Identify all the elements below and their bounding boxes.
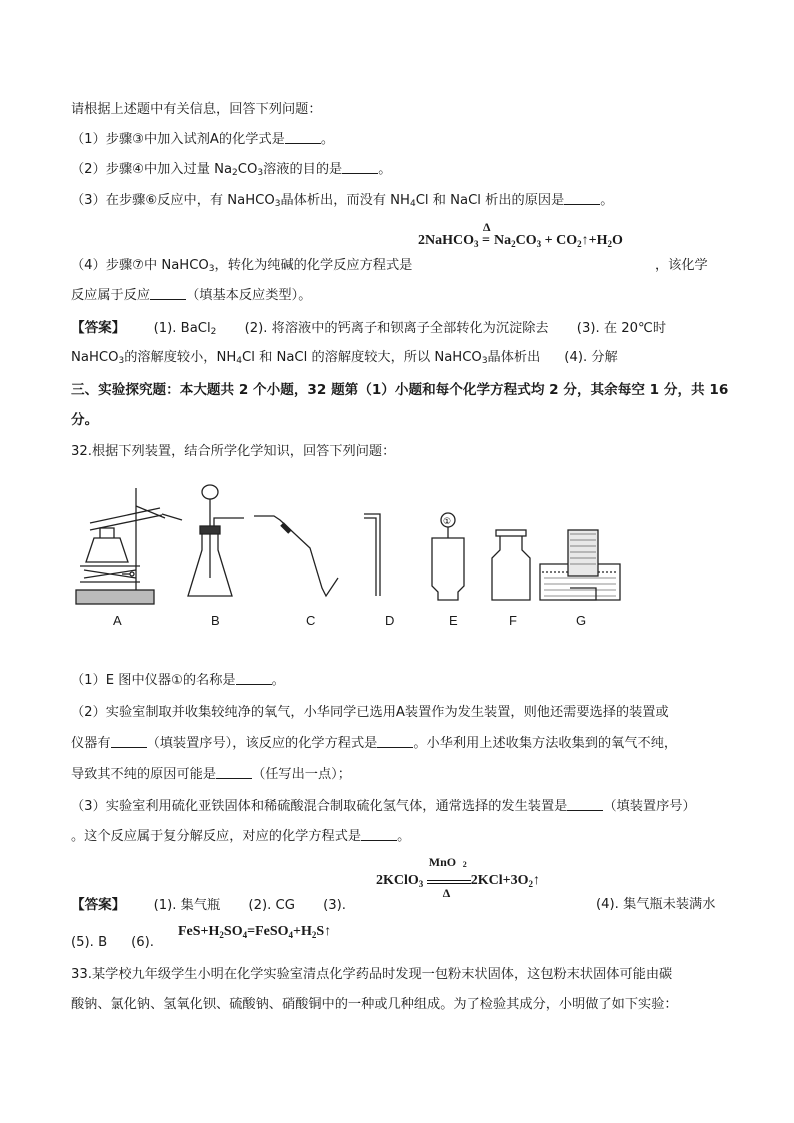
equation-fes: $FeS+H_2SO_4=FeSO_4+H_2S↑$ [178, 924, 332, 940]
q33-line2: 酸钠、氯化钠、氢氧化钡、硫酸钠、硝酸铜中的一种或几种组成。为了检验其成分，小明做了如下实验： [71, 997, 678, 1012]
answer-blank [377, 735, 413, 748]
section-heading: 三、实验探究题：本大题共 2 个小题，32 题第（1）小题和每个化学方程式均 2 分，其余每空 1 分，共 16 [71, 382, 729, 398]
q31-part2-mid: CO [237, 162, 258, 177]
q32-part2-line2: 仪器有 （填装置序号），该反应的化学方程式是 。小华利用上述收集方法收集到的氧气不纯， [71, 736, 678, 751]
q31-part1 [71, 131, 334, 149]
q31-part2-pre: （2）步骤④中加入过量 Na [71, 162, 233, 177]
q32-part3-line1: （3）实验室利用硫化亚铁固体和稀硫酸混合制取硫化氢气体，通常选择的发生装置是 （填装置序号） [71, 799, 696, 814]
answer-blank [342, 161, 378, 174]
label-a: A [113, 613, 122, 628]
q32-part3-line2: 。这个反应属于复分解反应，对应的化学方程式是 。 [71, 829, 411, 844]
answer-blank [150, 287, 186, 300]
q32-answer-line2: (5). B (6). [71, 935, 154, 950]
delta-symbol: Δ [483, 220, 491, 234]
q31-answer-line2: NaHCO$_3$的溶解度较小，$NH_4Cl$ 和 NaCl 的溶解度较大，所以 NaHCO$_3$晶体析出 (4). 分解 [71, 350, 618, 366]
q31-part4-mid: ，转化为纯碱的化学反应方程式是 [214, 258, 413, 273]
q31-part2-post: 溶液的目的是 [263, 162, 343, 177]
apparatus-g [540, 530, 620, 600]
answer-blank [111, 735, 147, 748]
q31-part4: （4）步骤⑦中 NaHCO$_3$，转化为纯碱的化学反应方程式是 [71, 258, 413, 274]
apparatus-c [254, 516, 338, 596]
q31-part3-end: 。 [600, 193, 614, 208]
equation-nahco3: 2NaHCO$_3$ Δ $=Na_2CO_3$ + $CO_2↑+H_2O$ [418, 220, 623, 249]
answer-label: 【答案】 [71, 320, 126, 336]
label-f: F [509, 613, 517, 628]
q32-answer: 【答案】 (1). 集气瓶 (2). CG (3). [71, 897, 346, 913]
q32-part2-line3: 导致其不纯的原因可能是 （任写出一点）； [71, 767, 351, 782]
label-c: C [306, 613, 316, 628]
q31-part3-pre: （3）在步骤⑥反应中，有 NaHCO [71, 193, 275, 208]
label-e: E [449, 613, 458, 628]
q32-part1: （1）E 图中仪器①的名称是 。 [71, 673, 285, 688]
answer-blank [567, 798, 603, 811]
label-b: B [211, 613, 220, 628]
q33-line1: 33.某学校九年级学生小明在化学实验室清点化学药品时发现一包粉末状固体，这包粉末状固体可能由碳 [71, 967, 673, 982]
apparatus-a [76, 488, 182, 604]
answer-blank [285, 131, 321, 144]
q31-part4-pre: （4）步骤⑦中 NaHCO [71, 258, 209, 273]
answer-blank [361, 828, 397, 841]
q31-answer: 【答案】 (1). BaCl$_2$ (2). 将溶液中的钙离子和钡离子全部转化为沉淀除去 (3). 在 20℃时 [71, 320, 667, 337]
apparatus-d [364, 514, 380, 596]
q31-part3-mid: 晶体析出，而没有 NH [280, 193, 410, 208]
apparatus-f [492, 530, 530, 600]
equation-kclo3: 2KClO$_3$ MnO 2 Δ $2KCl+3O_2↑$ [376, 855, 541, 900]
answer-blank [216, 766, 252, 779]
instrument-marker: ① [443, 517, 452, 527]
q32-answer-4: (4). 集气瓶未装满水 [596, 897, 716, 912]
answer-blank [564, 192, 600, 205]
intro-text: 请根据上述题中有关信息，回答下列问题： [71, 102, 322, 117]
q32-part2-line1: （2）实验室制取并收集较纯净的氧气，小华同学已选用A装置作为发生装置，则他还需要选择的装置或 [71, 705, 669, 720]
q31-part2-end: 。 [378, 162, 392, 177]
label-d: D [385, 613, 395, 628]
answer-blank [236, 672, 272, 685]
apparatus-figure [70, 478, 630, 638]
section-heading-line2: 分。 [71, 412, 99, 428]
answer-label: 【答案】 [71, 897, 126, 913]
q31-part1-text: （1）步骤③中加入试剂A的化学式是 [71, 132, 285, 147]
q31-part4-line2: 反应属于反应 （填基本反应类型）。 [71, 288, 312, 303]
q31-part4-tail: ，该化学 [655, 258, 708, 273]
apparatus-b [188, 485, 244, 596]
q31-part1-end: 。 [320, 132, 335, 147]
q32-stem: 32.根据下列装置，结合所学化学知识，回答下列问题： [71, 444, 396, 459]
q31-part3: （3）在步骤⑥反应中，有 NaHCO$_3$晶体析出，而没有 $NH_4Cl$ 和 NaCl 析出的原因是 。 [71, 193, 614, 209]
q31-part2: （2）步骤④中加入过量 $Na_2CO_3$溶液的目的是 。 [71, 162, 392, 178]
label-g: G [576, 613, 587, 628]
q31-part3-mid2: Cl 和 NaCl 析出的原因是 [415, 193, 565, 208]
